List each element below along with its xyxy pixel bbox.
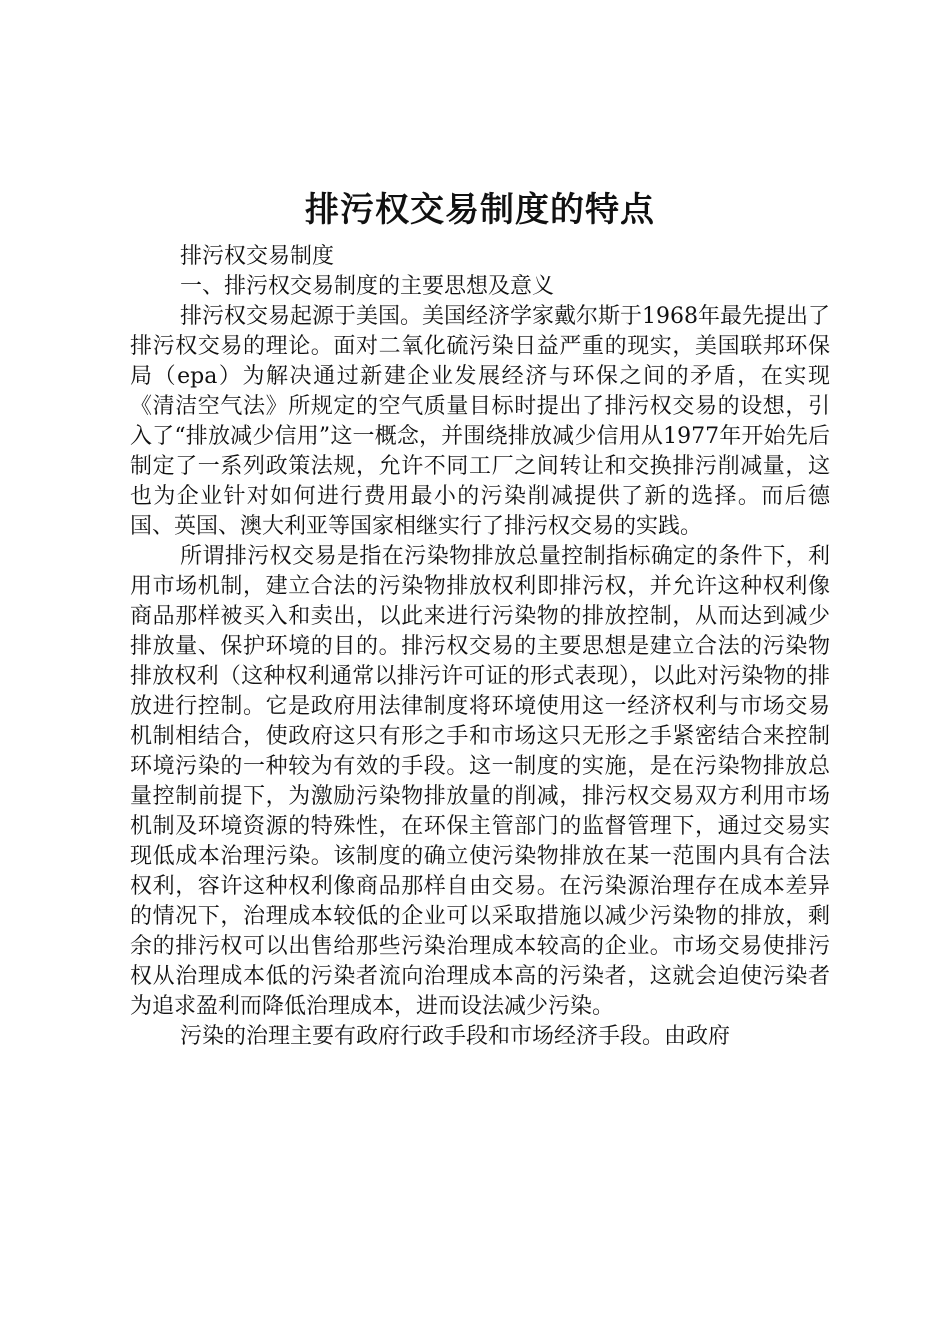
document-subheading: 排污权交易制度 <box>180 244 335 269</box>
paragraph-governance: 污染的治理主要有政府行政手段和市场经济手段。由政府 <box>180 1024 731 1049</box>
paragraph-origin: 排污权交易起源于美国。美国经济学家戴尔斯于1968年最先提出了排污权交易的理论。面对二氧化硫污染日益严重的现实，美国联邦环保局（epa）为解决通过新建企业发展经济与环保之间的矛盾，在实现《清洁空气法》所规定的空气质量目标时提出了排污权交易的设想，引入了“排放减少信用”这一概念，并围绕排放减少信用从1977年开始先后制定了一系列政策法规，允许不同工厂之间转让和交换排污削减量，这也为企业针对如何进行费用最小的污染削减提供了新的选择。而后德国、英国、澳大利亚等国家相继实行了排污权交易的实践。 <box>130 304 830 539</box>
document-body <box>130 188 830 1052</box>
paragraph-definition: 所谓排污权交易是指在污染物排放总量控制指标确定的条件下，利用市场机制，建立合法的污染物排放权利即排污权，并允许这种权利像商品那样被买入和卖出，以此来进行污染物的排放控制，从而达到减少排放量、保护环境的目的。排污权交易的主要思想是建立合法的污染物排放权利（这种权利通常以排污许可证的形式表现），以此对污染物的排放进行控制。它是政府用法律制度将环境使用这一经济权利与市场交易机制相结合，使政府这只有形之手和市场这只无形之手紧密结合来控制环境污染的一种较为有效的手段。这一制度的实施，是在污染物排放总量控制前提下，为激励污染物排放量的削减，排污权交易双方利用市场机制及环境资源的特殊性，在环保主管部门的监督管理下，通过交易实现低成本治理污染。该制度的确立使污染物排放在某一范围内具有合法权利，容许这种权利像商品那样自由交易。在污染源治理存在成本差异的情况下，治理成本较低的企业可以采取措施以减少污染物的排放，剩余的排污权可以出售给那些污染治理成本较高的企业。市场交易使排污权从治理成本低的污染者流向治理成本高的污染者，这就会迫使污染者为追求盈利而降低治理成本，进而设法减少污染。 <box>130 544 830 1019</box>
document-title: 排污权交易制度的特点 <box>305 190 655 230</box>
section-heading: 一、排污权交易制度的主要思想及意义 <box>180 274 555 299</box>
